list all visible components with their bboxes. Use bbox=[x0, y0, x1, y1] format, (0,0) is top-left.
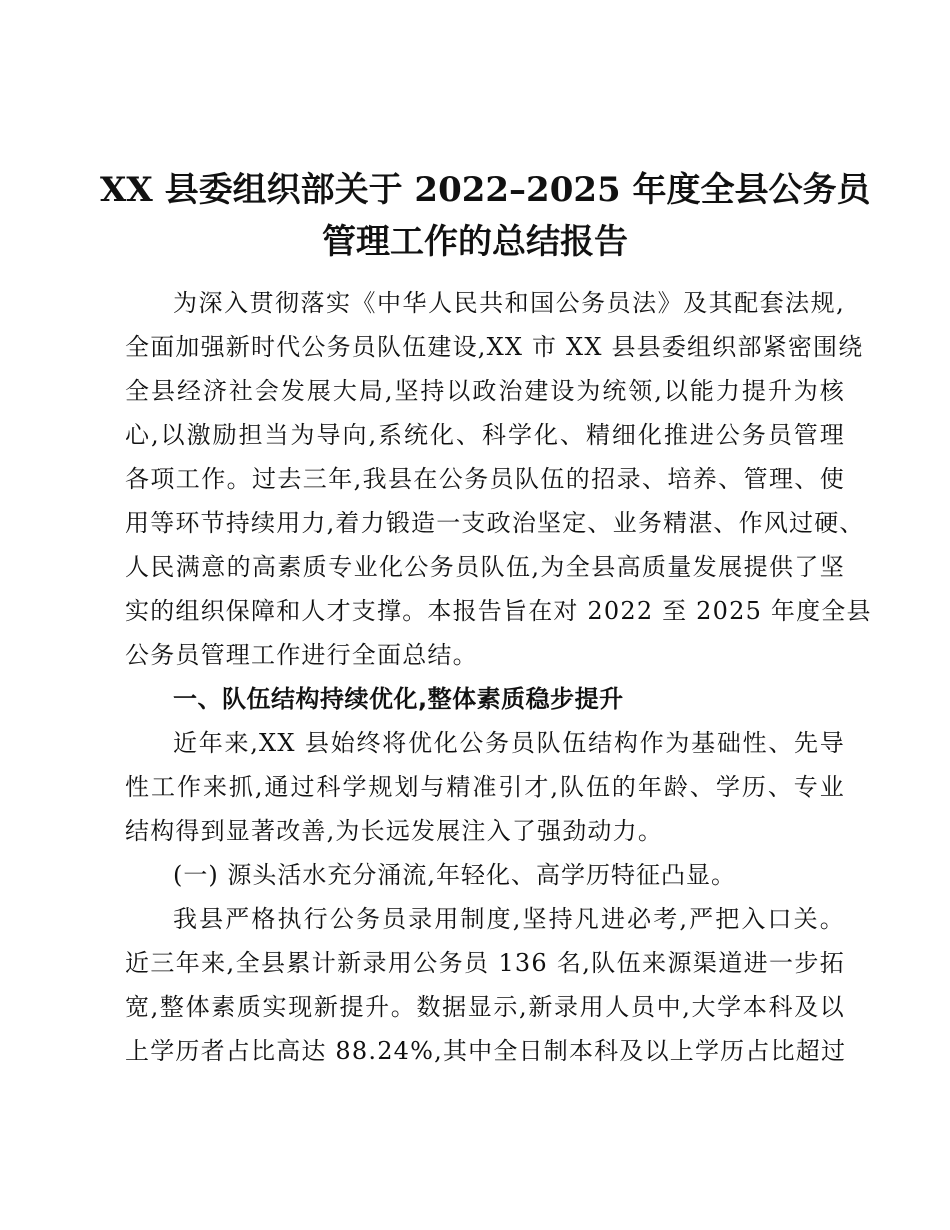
document-title-line-1: XX 县委组织部关于 2022–2025 年度全县公务员 bbox=[100, 170, 871, 210]
intro-paragraph-line: 人民满意的高素质专业化公务员队伍,为全县高质量发展提供了坚 bbox=[125, 553, 845, 581]
subsection-1-heading: (一) 源头活水充分涌流,年轻化、高学历特征凸显。 bbox=[173, 861, 736, 889]
section-1-heading: 一、队伍结构持续优化,整体素质稳步提升 bbox=[173, 685, 624, 713]
intro-paragraph-line: 各项工作。过去三年,我县在公务员队伍的招录、培养、管理、使 bbox=[125, 465, 845, 493]
document-title-line-2: 管理工作的总结报告 bbox=[322, 222, 628, 262]
intro-paragraph-line: 公务员管理工作进行全面总结。 bbox=[125, 641, 478, 669]
intro-paragraph-line: 为深入贯彻落实《中华人民共和国公务员法》及其配套法规, bbox=[173, 289, 845, 317]
intro-paragraph-line: 用等环节持续用力,着力锻造一支政治坚定、业务精湛、作风过硬、 bbox=[125, 509, 865, 537]
subsection-1-paragraph-line: 我县严格执行公务员录用制度,坚持凡进必考,严把入口关。 bbox=[173, 905, 845, 933]
intro-paragraph-line: 实的组织保障和人才支撑。本报告旨在对 2022 至 2025 年度全县 bbox=[125, 597, 872, 625]
intro-paragraph-line: 全面加强新时代公务员队伍建设,XX 市 XX 县县委组织部紧密围绕 bbox=[125, 333, 864, 361]
subsection-1-paragraph-line: 上学历者占比高达 88.24%,其中全日制本科及以上学历占比超过 bbox=[125, 1037, 847, 1065]
section-1-paragraph-line: 近年来,XX 县始终将优化公务员队伍结构作为基础性、先导 bbox=[173, 729, 845, 757]
intro-paragraph-line: 心,以激励担当为导向,系统化、科学化、精细化推进公务员管理 bbox=[125, 421, 845, 449]
section-1-paragraph-line: 结构得到显著改善,为长远发展注入了强劲动力。 bbox=[125, 817, 664, 845]
subsection-1-paragraph-line: 近三年来,全县累计新录用公务员 136 名,队伍来源渠道进一步拓 bbox=[125, 949, 845, 977]
intro-paragraph-line: 全县经济社会发展大局,坚持以政治建设为统领,以能力提升为核 bbox=[125, 377, 845, 405]
section-1-paragraph-line: 性工作来抓,通过科学规划与精准引才,队伍的年龄、学历、专业 bbox=[125, 773, 845, 801]
subsection-1-paragraph-line: 宽,整体素质实现新提升。数据显示,新录用人员中,大学本科及以 bbox=[125, 993, 845, 1021]
